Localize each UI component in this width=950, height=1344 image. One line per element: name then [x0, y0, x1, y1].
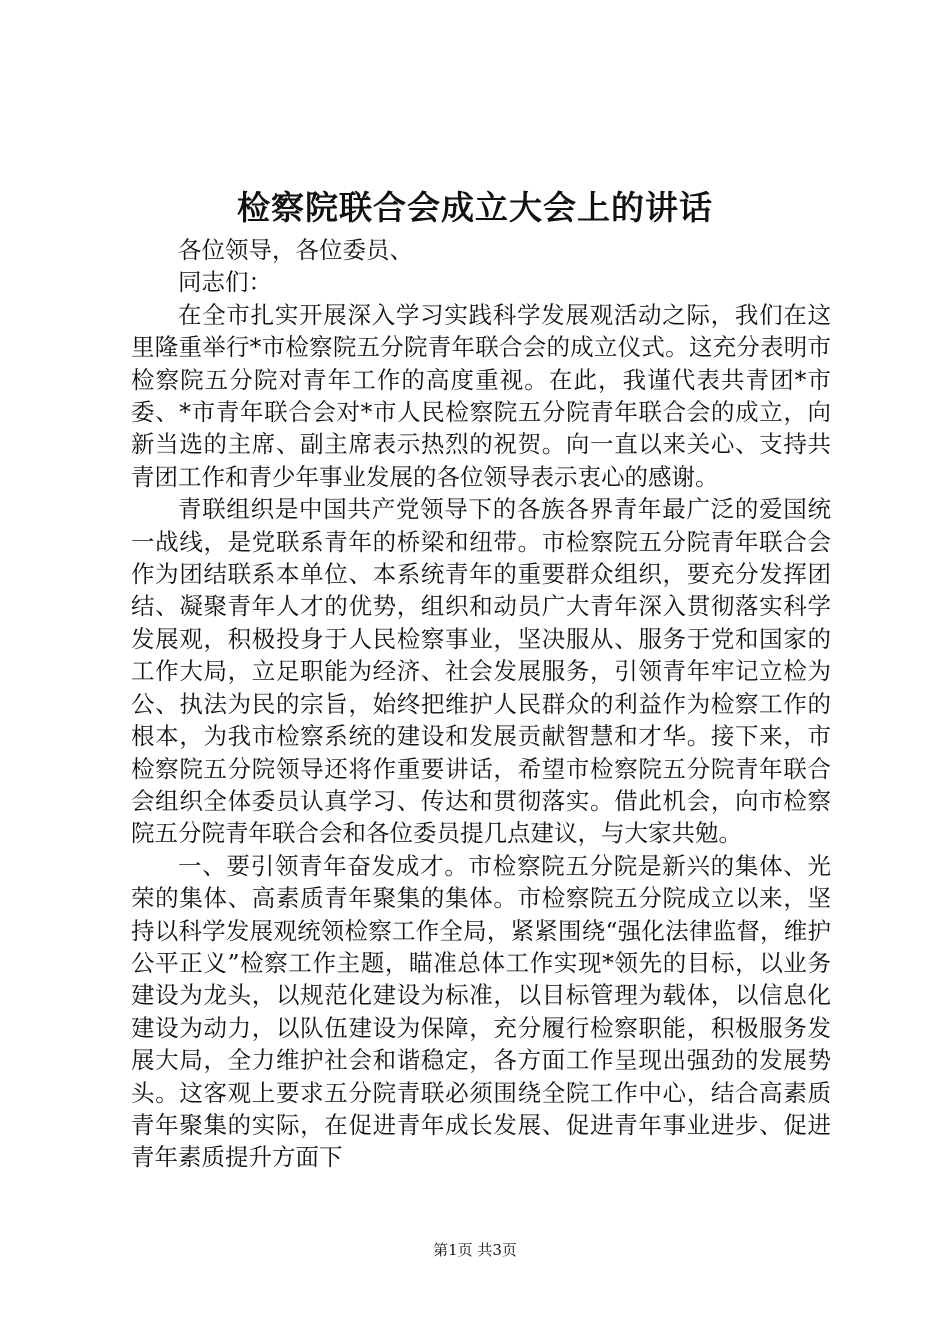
document-body — [131, 234, 831, 1174]
document-title: 检察院联合会成立大会上的讲话 — [237, 188, 713, 227]
page-footer: 第1页 共3页 — [433, 1241, 517, 1259]
body-paragraph: 一、要引领青年奋发成才。市检察院五分院是新兴的集体、光荣的集体、高素质青年聚集的集体。市检察院五分院成立以来，坚持以科学发展观统领检察工作全局，紧紧围绕“强化法律监督，维护公平正义”检察工作主题，瞄准总体工作实现*领先的目标，以业务建设为龙头，以规范化建设为标准，以目标管理为载体，以信息化建设为动力，以队伍建设为保障，充分履行检察职能，积极服务发展大局，全力维护社会和谐稳定，各方面工作呈现出强劲的发展势头。这客观上要求五分院青联必须围绕全院工作中心，结合高素质青年聚集的实际，在促进青年成长发展、促进青年事业进步、促进青年素质提升方面下 — [131, 851, 831, 1172]
body-paragraph: 青联组织是中国共产党领导下的各族各界青年最广泛的爱国统一战线，是党联系青年的桥梁和纽带。市检察院五分院青年联合会作为团结联系本单位、本系统青年的重要群众组织，要充分发挥团结、凝聚青年人才的优势，组织和动员广大青年深入贯彻落实科学发展观，积极投身于人民检察事业，坚决服从、服务于党和国家的工作大局，立足职能为经济、社会发展服务，引领青年牢记立检为公、执法为民的宗旨，始终把维护人民群众的利益作为检察工作的根本，为我市检察系统的建设和发展贡献智慧和才华。接下来，市检察院五分院领导还将作重要讲话，希望市检察院五分院青年联合会组织全体委员认真学习、传达和贯彻落实。借此机会，向市检察院五分院青年联合会和各位委员提几点建议，与大家共勉。 — [131, 495, 831, 848]
salutation-line: 各位领导，各位委员、 — [178, 236, 413, 264]
salutation-line: 同志们： — [178, 268, 272, 297]
body-paragraph: 在全市扎实开展深入学习实践科学发展观活动之际，我们在这里隆重举行*市检察院五分院青年联合会的成立仪式。这充分表明市检察院五分院对青年工作的高度重视。在此，我谨代表共青团*市委、*市青年联合会对*市人民检察院五分院青年联合会的成立，向新当选的主席、副主席表示热烈的祝贺。向一直以来关心、支持共青团工作和青少年事业发展的各位领导表示衷心的感谢。 — [131, 300, 831, 491]
